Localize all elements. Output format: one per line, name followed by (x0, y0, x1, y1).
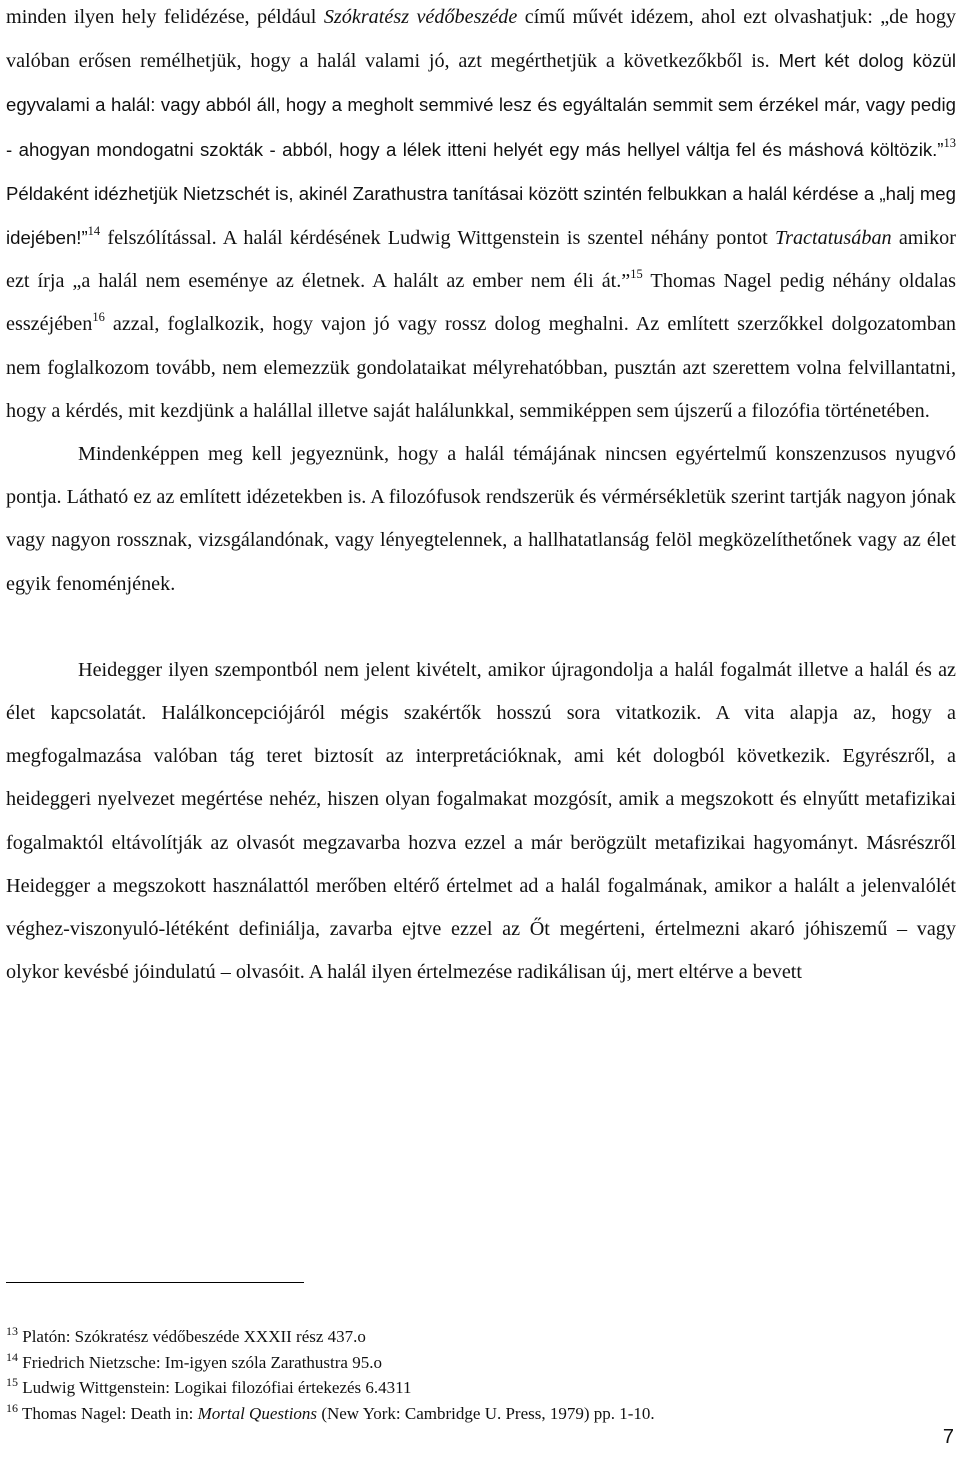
paragraph (6, 0, 956, 433)
text-run: Mindenképpen meg kell jegyeznünk, hogy a halál témájának nincsen egyértelmű konszenzusos nyugvó pontja. Látható ez az említett idézetekben is. A filozófusok rendszerük és vérmérsékletük szerint tartják nagyon jónak vagy nagyon rossznak, vizsgálandónak, vagy lényegtelennek, a hallhatatlanság felöl megközelíthetőnek vagy az élet egyik fenoménjének. (6, 443, 956, 595)
footnote-number: 16 (6, 1400, 18, 1415)
footnote-text: Thomas Nagel: Death in: (21, 1403, 198, 1423)
footnote-reference: 14 (87, 224, 101, 239)
footnote-16 (6, 1401, 946, 1427)
paragraph (6, 433, 956, 606)
footnote-reference: 15 (630, 267, 643, 282)
footnote-reference: 13 (943, 135, 956, 150)
page-number: 7 (942, 1426, 954, 1448)
footnote-text: Ludwig Wittgenstein: Logikai filozófiai értekezés 6.4311 (22, 1378, 412, 1397)
footnote-number: 13 (6, 1324, 18, 1338)
text-run: amikor ezt írja „a halál nem eseménye az életnek. A halált az ember nem éli át.” (6, 227, 956, 293)
footnote-number: 14 (6, 1349, 18, 1364)
footnote-separator (6, 1282, 304, 1283)
italic-title: Tractatusában (774, 227, 892, 250)
footnote-text: (New York: Cambridge U. Press, 1979) pp. 1-10. (317, 1403, 655, 1423)
footnote-15 (6, 1375, 946, 1401)
footnote-book-title: Mortal Questions (197, 1403, 318, 1423)
footnote-14 (6, 1350, 946, 1376)
text-run: felszólítással. A halál kérdésének Ludwig Wittgenstein is szentel néhány pontot (100, 227, 775, 250)
footnote-text: Platón: Szókratész védőbeszéde XXXII rész 437.o (22, 1327, 366, 1346)
italic-title: Szókratész védőbeszéde (323, 6, 518, 28)
text-run: Heidegger ilyen szempontból nem jelent kivételt, amikor újragondolja a halál fogalmát illetve a halál és az élet kapcsolatát. Halálkoncepciójáról mégis szakértők hosszú sora vitatkozik. A vita alapja az, hogy a megfogalmazása valóban tág teret biztosít az interpretációknak, ami két dologból következik. Egyrészről, a heideggeri nyelvezet megértése nehéz, hiszen olyan fogalmakat mozgósít, amik a megszokott és elnyűtt metafizikai fogalmaktól eltávolítják az olvasót megzavarba hozva ezzel a már berögzült metafizikai hagyományt. Másrészről Heidegger a megszokott használattól merőben eltérő értelmet ad a halál fogalmának, amikor a halált a jelenvalólét véghez-viszonyuló-létéként definiálja, zavarba ejtve ezzel az Őt megérteni, értelmezni akaró jóhiszemű – vagy olykor kevésbé jóindulatú – olvasóit. A halál ilyen értelmezése radikálisan új, mert eltérve a bevett (6, 658, 956, 984)
paragraph (6, 649, 956, 995)
text-run: minden ilyen hely felidézése, például (6, 6, 324, 28)
footnote-13 (6, 1324, 946, 1350)
footnote-number: 15 (6, 1375, 18, 1389)
paragraph-spacer (6, 606, 956, 649)
footnote-reference: 16 (92, 310, 105, 325)
quotation-text: Példaként idézhetjük Nietzschét is, akinél Zarathustra tanításai között szintén felbukkan a halál kérdése a „halj meg idejében!” (6, 182, 956, 249)
quotation-text: Mert két dolog közül egyvalami a halál: vagy abból áll, hogy a megholt semmivé lesz és egyáltalán semmit sem érzékel már, vagy pedig - ahogyan mondogatni szokták - abból, hogy a lélek itteni helyét egy más hellyel váltja fel és máshová költözik.” (6, 50, 956, 160)
footnote-text: Friedrich Nietzsche: Im-igyen szóla Zarathustra 95.o (22, 1352, 382, 1372)
text-run: azzal, foglalkozik, hogy vajon jó vagy rossz dolog meghalni. Az említett szerzőkkel dolgozatomban nem foglalkozom tovább, nem elemezzük gondolataikat mélyrehatóbban, pusztán azt szerettem volna felvillantatni, hogy a kérdés, mit kezdjünk a halállal illetve saját halálunkkal, semmiképpen sem újszerű a filozófia történetében. (6, 313, 956, 422)
text-run: Thomas Nagel pedig néhány oldalas esszéjében (6, 270, 956, 336)
text-run: című művét idézem, ahol ezt olvashatjuk: „de hogy valóban erősen remélhetjük, hogy a halál valami jó, azt megérthetjük a következőkből is. (6, 6, 957, 73)
footnotes (6, 1324, 946, 1426)
body-text (6, 0, 956, 994)
